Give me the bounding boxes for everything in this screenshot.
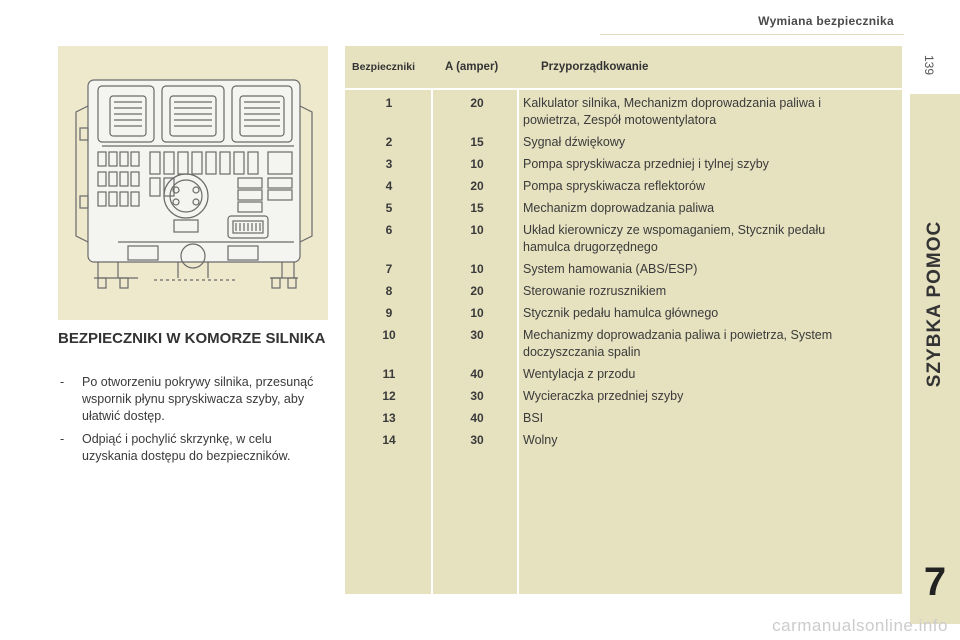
table-header bbox=[345, 46, 902, 90]
table-row bbox=[345, 366, 902, 383]
fuse-number: 5 bbox=[385, 201, 393, 215]
instruction-list bbox=[58, 374, 328, 471]
fuse-assignment: Kalkulator silnika, Mechanizm doprowadzania paliwa i powietrza, Zespół motowentylatora bbox=[523, 96, 822, 127]
table-row bbox=[345, 200, 902, 217]
site-watermark: carmanualsonline.info bbox=[772, 616, 948, 635]
fuse-number: 12 bbox=[382, 389, 396, 403]
fuse-amperage: 10 bbox=[470, 157, 484, 171]
fuse-number: 11 bbox=[382, 367, 396, 381]
instruction-step: - Odpiąć i pochylić skrzynkę, w celu uzyskania dostępu do bezpieczników. bbox=[58, 431, 328, 465]
page-number-text: 139 bbox=[922, 54, 936, 76]
fuse-assignment: Wolny bbox=[523, 433, 558, 447]
fuse-amperage: 15 bbox=[470, 135, 484, 149]
table-body bbox=[345, 95, 902, 454]
fuse-number: 10 bbox=[382, 328, 396, 342]
table-row bbox=[345, 410, 902, 427]
fuse-amperage: 40 bbox=[470, 367, 484, 381]
section-title: BEZPIECZNIKI W KOMORZE SILNIKA bbox=[58, 330, 326, 347]
table-row bbox=[345, 222, 902, 256]
fuse-assignment: Sygnał dźwiękowy bbox=[523, 135, 626, 149]
chapter-tab-label: SZYBKA POMOC bbox=[924, 220, 945, 388]
fuse-number: 6 bbox=[385, 223, 393, 237]
table-row bbox=[345, 432, 902, 449]
fuse-number: 8 bbox=[385, 284, 393, 298]
fuse-assignment: Sterowanie rozrusznikiem bbox=[523, 284, 667, 298]
fuse-amperage: 30 bbox=[470, 328, 484, 342]
fuse-amperage: 30 bbox=[470, 433, 484, 447]
fuse-assignment: Stycznik pedału hamulca głównego bbox=[523, 306, 719, 320]
fuse-table bbox=[345, 46, 902, 594]
column-header-assignment: Przyporządkowanie bbox=[541, 61, 649, 73]
fuse-amperage: 30 bbox=[470, 389, 484, 403]
chapter-side-tab bbox=[910, 94, 960, 624]
fuse-assignment: System hamowania (ABS/ESP) bbox=[523, 262, 698, 276]
table-row bbox=[345, 283, 902, 300]
chapter-number: 7 bbox=[923, 560, 947, 604]
table-row bbox=[345, 327, 902, 361]
fuse-amperage: 10 bbox=[470, 306, 484, 320]
table-row bbox=[345, 156, 902, 173]
column-header-fuse: Bezpieczniki bbox=[352, 61, 416, 73]
fuse-number: 4 bbox=[385, 179, 393, 193]
fuse-amperage: 10 bbox=[470, 262, 484, 276]
fuse-assignment: Mechanizm doprowadzania paliwa bbox=[523, 201, 715, 215]
fuse-amperage: 40 bbox=[470, 411, 484, 425]
fuse-amperage: 15 bbox=[470, 201, 484, 215]
fuse-number: 7 bbox=[385, 262, 393, 276]
table-row bbox=[345, 95, 902, 129]
table-row bbox=[345, 134, 902, 151]
running-header-title: Wymiana bezpiecznika bbox=[758, 14, 894, 28]
fuse-number: 2 bbox=[385, 135, 393, 149]
fuse-amperage: 20 bbox=[470, 179, 484, 193]
fuse-assignment: Pompa spryskiwacza reflektorów bbox=[523, 179, 706, 193]
fuse-assignment: Pompa spryskiwacza przedniej i tylnej szyby bbox=[523, 157, 769, 171]
fuse-number: 9 bbox=[385, 306, 393, 320]
fuse-amperage: 20 bbox=[470, 96, 484, 110]
fuse-assignment: Wycieraczka przedniej szyby bbox=[523, 389, 684, 403]
header-divider bbox=[600, 34, 904, 35]
table-row bbox=[345, 305, 902, 322]
fuse-assignment: BSI bbox=[523, 411, 544, 425]
fuse-amperage: 10 bbox=[470, 223, 484, 237]
table-row bbox=[345, 261, 902, 278]
fuse-box-drawing bbox=[58, 46, 328, 320]
instruction-step: - Po otworzeniu pokrywy silnika, przesunąć wspornik płynu spryskiwacza szyby, aby ułatwić dostęp. bbox=[58, 374, 328, 425]
fuse-assignment: Wentylacja z przodu bbox=[523, 367, 636, 381]
table-row bbox=[345, 178, 902, 195]
fuse-number: 14 bbox=[382, 433, 396, 447]
fuse-assignment: Mechanizmy doprowadzania paliwa i powietrza, System doczyszczania spalin bbox=[523, 328, 833, 359]
fuse-number: 13 bbox=[382, 411, 396, 425]
fuse-amperage: 20 bbox=[470, 284, 484, 298]
fuse-box-illustration bbox=[58, 46, 328, 320]
fuse-number: 1 bbox=[385, 96, 393, 110]
column-header-amp: A (amper) bbox=[445, 61, 499, 73]
fuse-assignment: Układ kierowniczy ze wspomaganiem, Stycznik pedału hamulca drugorzędnego bbox=[523, 223, 826, 254]
page-number bbox=[916, 50, 942, 80]
fuse-number: 3 bbox=[385, 157, 393, 171]
table-row bbox=[345, 388, 902, 405]
